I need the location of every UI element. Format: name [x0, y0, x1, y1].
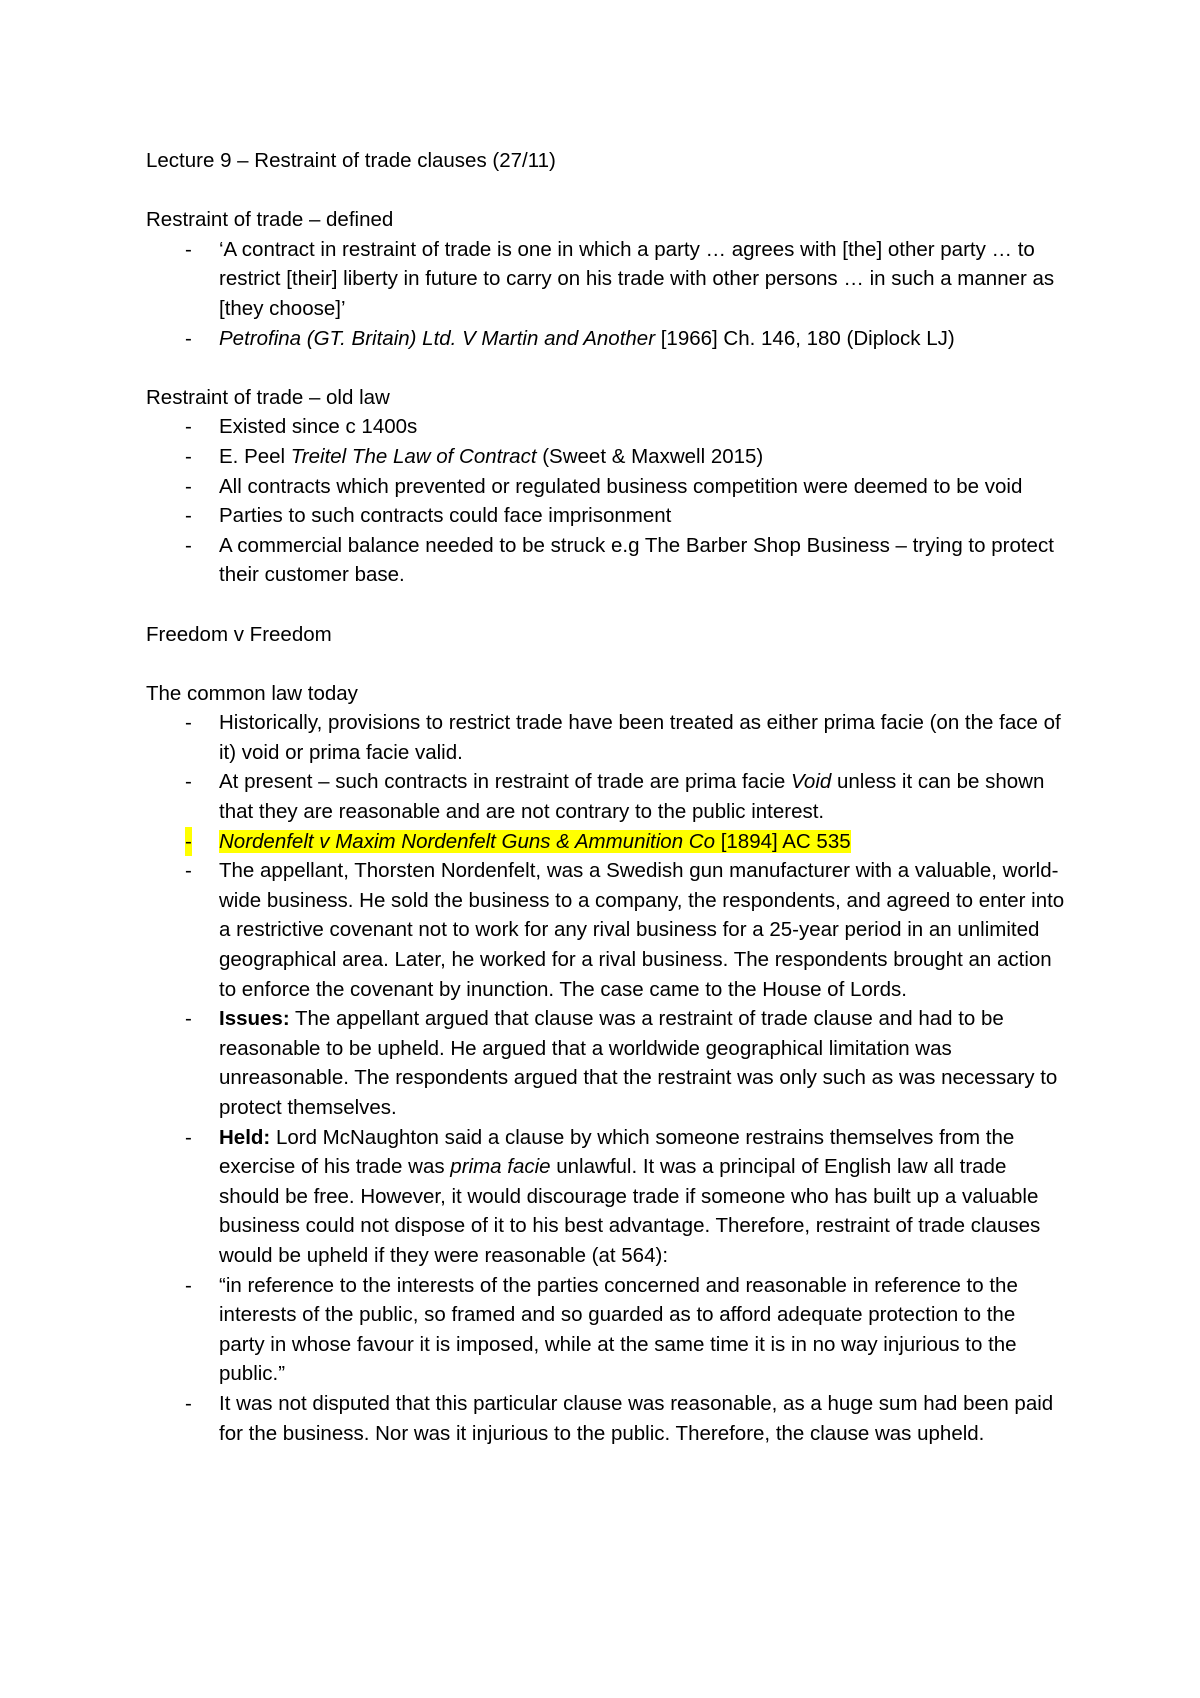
list-item-highlighted — [146, 827, 1066, 857]
case-citation: [1966] Ch. 146, 180 (Diplock LJ) — [655, 326, 955, 350]
bullet-dash: - — [185, 1273, 192, 1297]
book-author: E. Peel — [219, 444, 291, 468]
list-item — [146, 1389, 1066, 1448]
held-text: unlawful. It was a principal of English law all trade should be free. However, it would discourage trade if someone who has built up a valuable business could not dispose of it to his best advantage. Therefore, restraint of trade clauses would be upheld if they were reasonable (at 564): — [219, 1155, 1041, 1267]
issues-text: The appellant argued that clause was a restraint of trade clause and had to be reasonable to be upheld. He argued that a worldwide geographical limitation was unreasonable. The respondents argued that the restraint was only such as was necessary to protect themselves. — [219, 1007, 1058, 1119]
bullet-dash: - — [185, 237, 192, 261]
list-item-text: At present – such contracts in restraint of trade are prima facie — [219, 770, 791, 794]
spacer — [146, 649, 1066, 679]
bullet-dash: - — [185, 827, 192, 857]
list-item — [146, 412, 1066, 442]
bullet-dash: - — [185, 444, 192, 468]
list-item — [146, 1271, 1066, 1389]
definition-quote: ‘A contract in restraint of trade is one in which a party … agrees with [the] other party … to restrict [their] liberty in future to carry on his trade with other persons … in such a manner as [they choose]’ — [219, 237, 1055, 320]
judgment-quote: “in reference to the interests of the parties concerned and reasonable in reference to the interests of the public, so framed and so guarded as to afford adequate protection to the party in whose favour it is imposed, while at the same time it is in no way injurious to the public.” — [219, 1273, 1018, 1386]
emphasis-void: Void — [791, 770, 832, 794]
bullet-dash: - — [185, 415, 192, 439]
facts-text: The appellant, Thorsten Nordenfelt, was a Swedish gun manufacturer with a valuable, world-wide business. He sold the business to a company, the respondents, and agreed to enter into a restrictive covenant not to work for any rival business for a 25-year period in an unlimited geographical area. Later, he worked for a rival business. The respondents brought an action to enforce the covenant by inunction. The case came to the House of Lords. — [219, 859, 1065, 1001]
list-item-text: A commercial balance needed to be struck e.g The Barber Shop Business – trying to protect their customer base. — [219, 533, 1054, 587]
list-item — [146, 767, 1066, 826]
list-item — [146, 1123, 1066, 1271]
book-title: Treitel The Law of Contract — [290, 444, 537, 468]
bullet-dash: - — [185, 533, 192, 557]
list-item-text: unless it can be shown that they are reasonable and are not contrary to the public interest. — [219, 770, 1045, 824]
common-law-list — [146, 708, 1066, 1448]
bullet-dash: - — [185, 711, 192, 735]
bullet-dash: - — [185, 859, 192, 883]
held-label: Held: — [219, 1125, 271, 1149]
case-name: Petrofina (GT. Britain) Ltd. V Martin and Another — [219, 326, 656, 350]
bullet-dash: - — [185, 474, 192, 498]
bullet-dash: - — [185, 504, 192, 528]
conclusion-text: It was not disputed that this particular clause was reasonable, as a huge sum had been paid for the business. Nor was it injurious to the public. Therefore, the clause was upheld. — [219, 1391, 1054, 1445]
bullet-dash: - — [185, 1391, 192, 1415]
section-heading-freedom: Freedom v Freedom — [146, 622, 332, 646]
lecture-title: Lecture 9 – Restraint of trade clauses (27/11) — [146, 149, 556, 172]
bullet-dash: - — [185, 1125, 192, 1149]
list-item-text: Existed since c 1400s — [219, 415, 418, 439]
old-law-list — [146, 412, 1066, 590]
section-heading-defined: Restraint of trade – defined — [146, 208, 394, 232]
highlighted-case — [219, 830, 851, 853]
bullet-dash: - — [185, 1007, 192, 1031]
list-item — [146, 324, 1066, 354]
list-item — [146, 501, 1066, 531]
held-text: Lord McNaughton said a clause by which someone restrains themselves from the exercise of his trade was — [219, 1125, 1015, 1179]
list-item-text: Parties to such contracts could face imprisonment — [219, 504, 672, 528]
bullet-dash: - — [185, 770, 192, 794]
issues-label: Issues: — [219, 1007, 290, 1031]
list-item — [146, 856, 1066, 1004]
book-publisher: (Sweet & Maxwell 2015) — [536, 444, 764, 468]
list-item-text: All contracts which prevented or regulated business competition were deemed to be void — [219, 474, 1023, 498]
list-item — [146, 472, 1066, 502]
emphasis-prima-facie: prima facie — [450, 1155, 551, 1179]
case-citation: [1894] AC 535 — [715, 829, 851, 853]
list-item — [146, 1004, 1066, 1122]
section-heading-old-law: Restraint of trade – old law — [146, 385, 390, 409]
spacer — [146, 353, 1066, 383]
list-item — [146, 531, 1066, 590]
document-body — [146, 146, 1066, 1448]
list-item — [146, 235, 1066, 324]
list-item — [146, 442, 1066, 472]
defined-list — [146, 235, 1066, 353]
bullet-dash: - — [185, 326, 192, 350]
case-name: Nordenfelt v Maxim Nordenfelt Guns & Ammunition Co — [219, 829, 715, 853]
spacer — [146, 176, 1066, 206]
list-item — [146, 708, 1066, 767]
section-heading-common-law: The common law today — [146, 681, 358, 705]
spacer — [146, 590, 1066, 620]
list-item-text: Historically, provisions to restrict trade have been treated as either prima facie (on the face of it) void or prima facie valid. — [219, 711, 1061, 764]
